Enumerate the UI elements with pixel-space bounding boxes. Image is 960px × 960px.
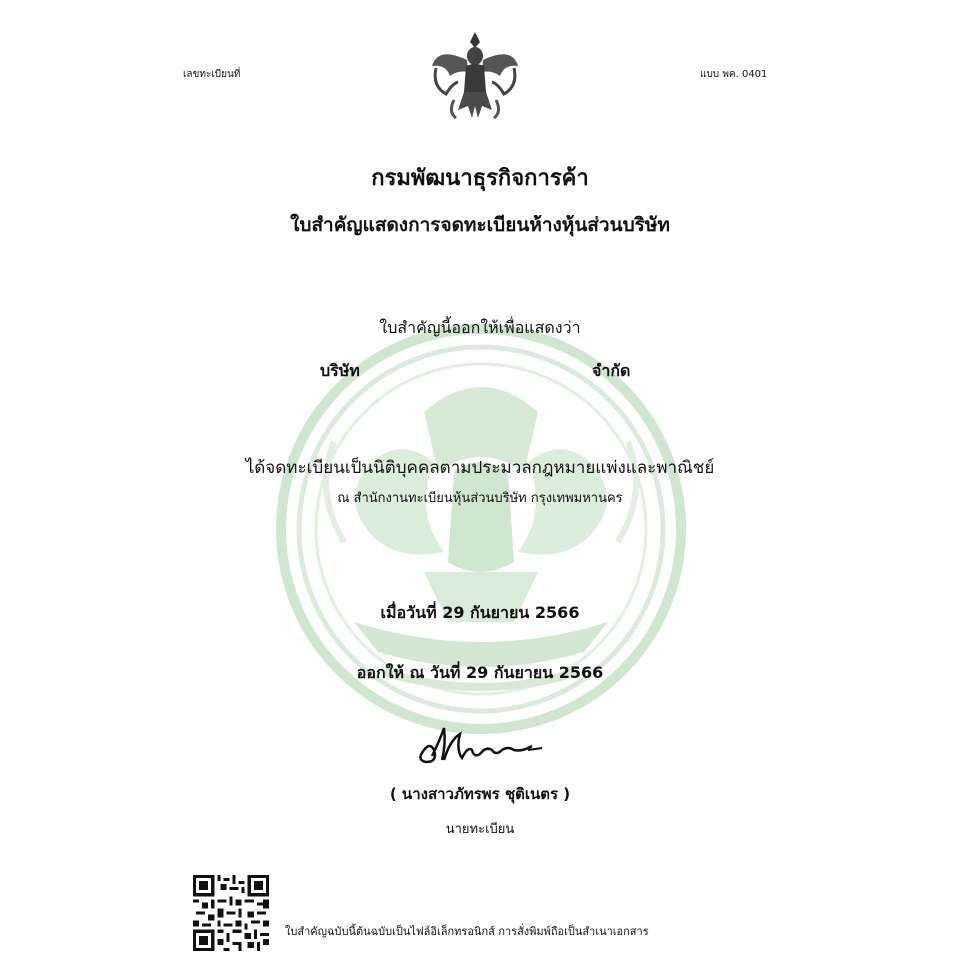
department-title: กรมพัฒนาธุรกิจการค้า — [371, 166, 589, 191]
registrar-signature — [410, 720, 550, 770]
electronic-copy-note: ใบสำคัญฉบับนี้ต้นฉบับเป็นไฟล์อิเล็กทรอนิกส์ การสั่งพิมพ์ถือเป็นสำเนาเอกสาร — [285, 925, 649, 938]
form-code: แบบ พค. 0401 — [700, 69, 768, 80]
garuda-emblem-icon — [428, 26, 522, 122]
company-prefix: บริษัท — [320, 361, 360, 380]
registrar-title: นายทะเบียน — [445, 822, 515, 837]
registration-number-label: เลขทะเบียนที่ — [183, 69, 241, 80]
registration-office: ณ สำนักงานทะเบียนหุ้นส่วนบริษัท กรุงเทพมหานคร — [337, 491, 623, 506]
qr-code-icon[interactable] — [193, 875, 269, 951]
certificate-intro: ใบสำคัญนี้ออกให้เพื่อแสดงว่า — [379, 318, 581, 337]
registration-date: เมื่อวันที่ 29 กันยายน 2566 — [380, 603, 580, 622]
certificate-title: ใบสำคัญแสดงการจดทะเบียนห้างหุ้นส่วนบริษัท — [290, 214, 670, 236]
registered-statement: ได้จดทะเบียนเป็นนิติบุคคลตามประมวลกฎหมายแพ่งและพาณิชย์ — [245, 458, 715, 478]
registrar-name: ( นางสาวภัทรพร ชุติเนตร ) — [389, 785, 571, 803]
issue-date: ออกให้ ณ วันที่ 29 กันยายน 2566 — [356, 663, 604, 682]
company-suffix: จำกัด — [592, 361, 631, 380]
